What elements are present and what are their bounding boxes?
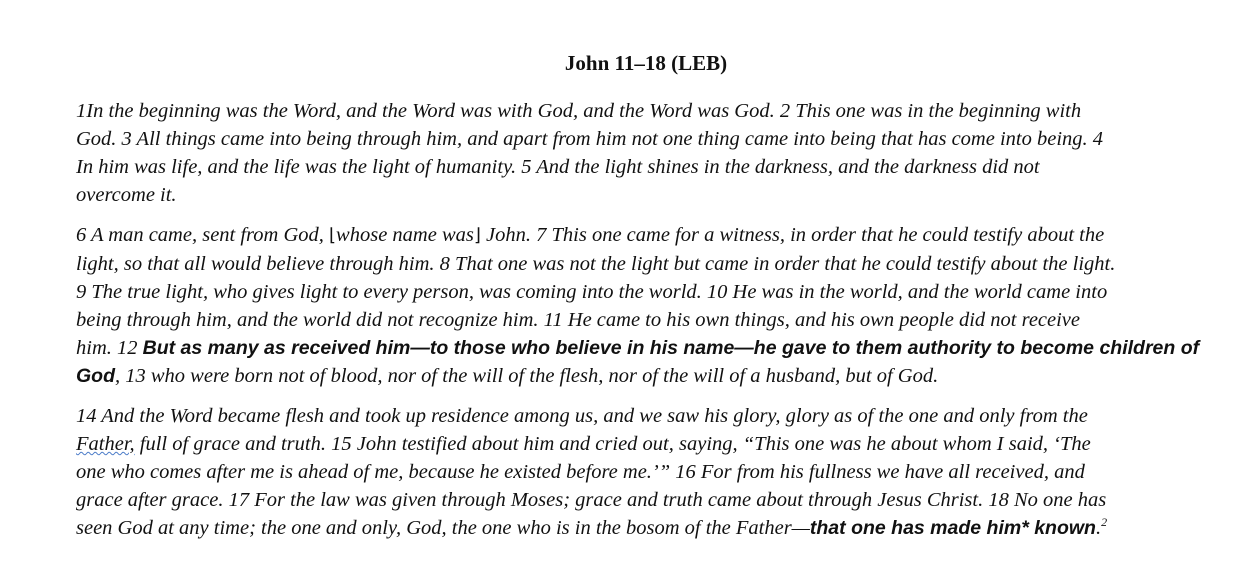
bold-text-run: But as many as received him—to those who believe in his name—he gave to them authority to become children of: [142, 337, 1200, 359]
bracket-open: ⌊: [329, 225, 337, 246]
paragraph-3: [76, 402, 1216, 542]
document-title: John 11–18 (LEB): [564, 51, 728, 75]
text-line: In him was life, and the life was the light of humanity. 5 And the light shines in the darkness, and the darkness did not: [76, 156, 1040, 178]
text-line: [76, 362, 938, 390]
text-run: John. 7 This one came for a witness, in order that he could testify about the: [480, 224, 1105, 246]
text-line: 9 The true light, who gives light to every person, was coming into the world. 10 He was in the world, and the world came into: [76, 281, 1108, 303]
text-line: [76, 430, 1091, 458]
text-line: light, so that all would believe through him. 8 That one was not the light but came in order that he could testify about the light.: [76, 253, 1116, 275]
text-line: [76, 334, 1199, 362]
text-run: 6 A man came, sent from God,: [76, 224, 330, 246]
text-line: 1In the beginning was the Word, and the Word was with God, and the Word was God. 2 This one was in the beginning with: [76, 100, 1082, 122]
bracket-close: ⌋: [473, 225, 481, 246]
footnote-marker[interactable]: 2: [1101, 515, 1108, 530]
text-line: grace after grace. 17 For the law was given through Moses; grace and truth came about through Jesus Christ. 18 No one has: [76, 489, 1107, 511]
paragraph-2: [76, 221, 1216, 390]
bold-text-run: God: [76, 365, 115, 387]
bold-text-run: that one has made him* known: [809, 517, 1096, 539]
text-line: [76, 221, 1104, 250]
text-run: , 13 who were born not of blood, nor of the will of the flesh, nor of the will of a husband, but of God.: [115, 365, 939, 387]
paragraph-1: [76, 97, 1216, 209]
text-line: God. 3 All things came into being through him, and apart from him not one thing came into being that has come into being. 4: [76, 128, 1104, 150]
text-run: full of grace and truth. 15 John testified about him and cried out, saying, “This one was he about whom I said, ‘The: [134, 433, 1091, 455]
text-run: seen God at any time; the one and only, God, the one who is in the bosom of the Father—: [76, 517, 810, 539]
text-run: .: [1095, 517, 1102, 539]
text-run: him. 12: [76, 337, 143, 359]
text-line: overcome it.: [76, 184, 177, 206]
text-line: one who comes after me is ahead of me, because he existed before me.’” 16 For from his fullness we have all received, and: [76, 461, 1085, 483]
spellcheck-flagged-word[interactable]: Father,: [76, 433, 135, 455]
text-run: whose name was: [336, 224, 474, 246]
document-page: [76, 50, 1216, 554]
text-line: [76, 514, 1107, 542]
text-line: being through him, and the world did not recognize him. 11 He came to his own things, and his own people did not receive: [76, 309, 1081, 331]
text-line: 14 And the Word became flesh and took up residence among us, and we saw his glory, glory as of the one and only from the: [76, 405, 1088, 427]
